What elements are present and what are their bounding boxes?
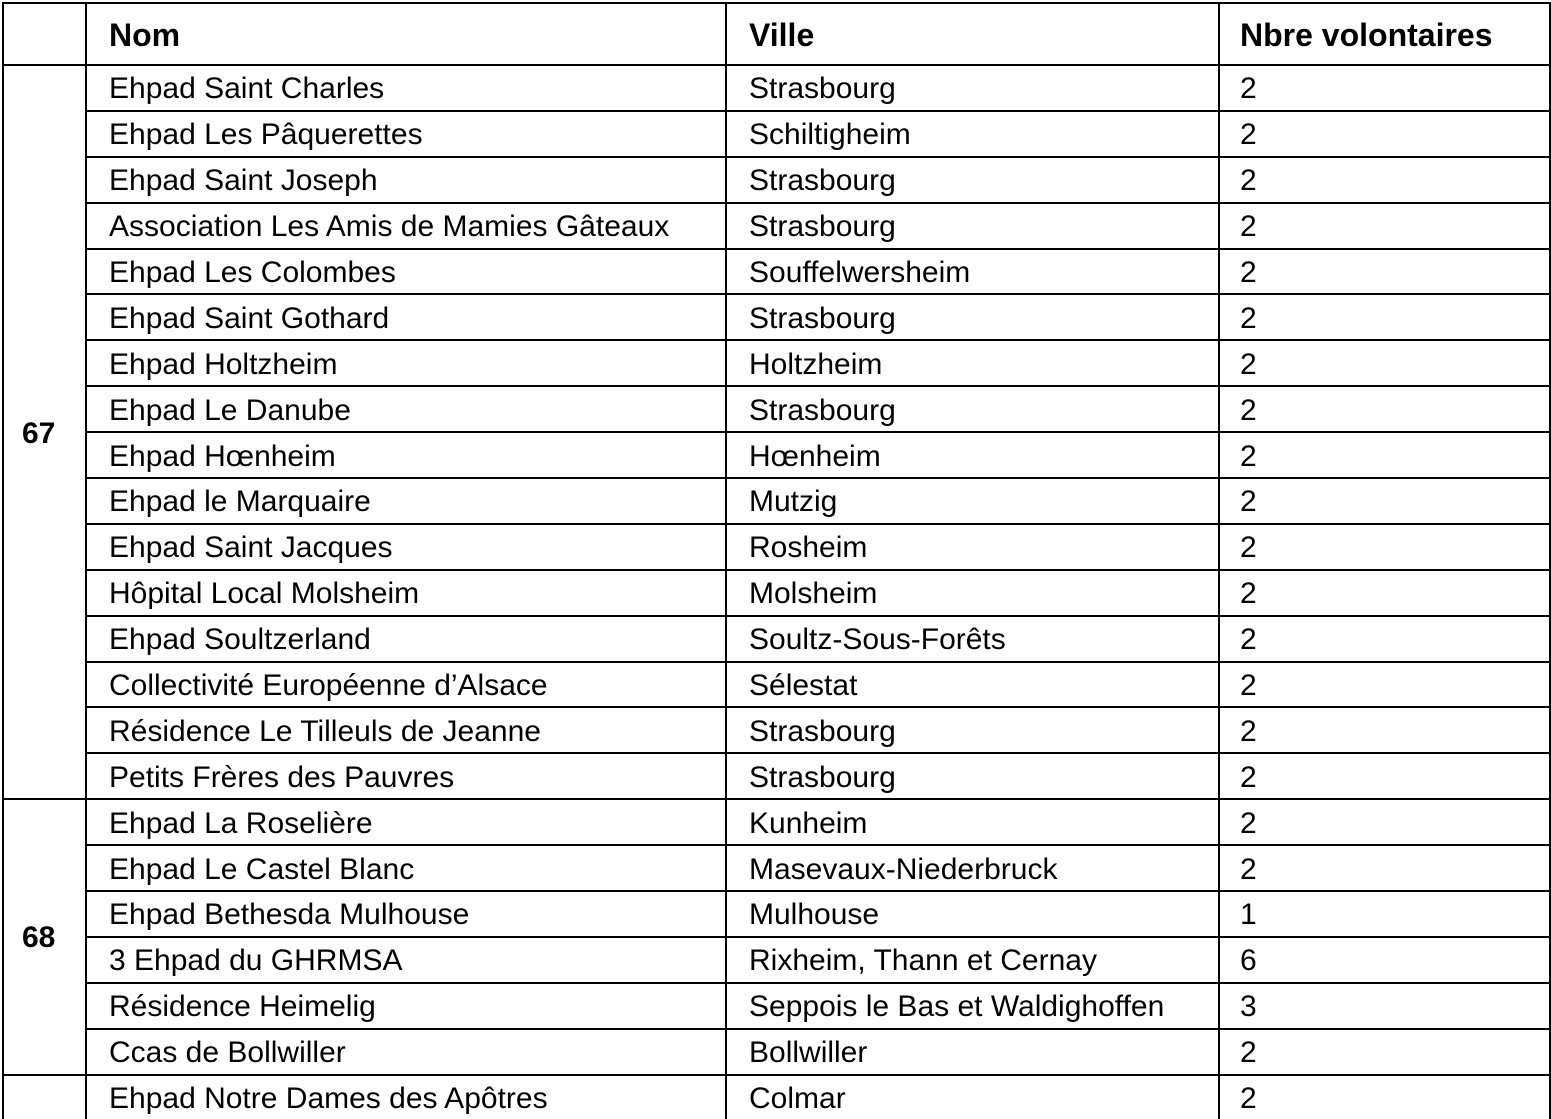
nom-cell: Ehpad Les Colombes [86, 249, 726, 295]
nbre-cell: 2 [1219, 570, 1550, 616]
ville-cell: Kunheim [726, 799, 1219, 845]
nom-cell: 3 Ehpad du GHRMSA [86, 937, 726, 983]
ville-cell: Seppois le Bas et Waldighoffen [726, 983, 1219, 1029]
nom-cell: Ehpad Soultzerland [86, 616, 726, 662]
nbre-cell: 2 [1219, 1075, 1550, 1119]
nom-cell: Collectivité Européenne d’Alsace [86, 662, 726, 708]
ville-cell: Hœnheim [726, 432, 1219, 478]
nom-cell: Ehpad Saint Charles [86, 65, 726, 111]
nbre-cell: 2 [1219, 478, 1550, 524]
table-row [3, 616, 1550, 662]
nbre-cell: 2 [1219, 662, 1550, 708]
volunteers-table [2, 2, 1551, 1119]
nom-cell: Ehpad Le Castel Blanc [86, 845, 726, 891]
ville-cell: Sélestat [726, 662, 1219, 708]
nbre-cell: 2 [1219, 249, 1550, 295]
table-row [3, 707, 1550, 753]
ville-cell: Strasbourg [726, 65, 1219, 111]
nom-cell: Ehpad Notre Dames des Apôtres [86, 1075, 726, 1119]
nbre-cell: 2 [1219, 340, 1550, 386]
ville-cell: Strasbourg [726, 386, 1219, 432]
table-row [3, 937, 1550, 983]
table-row [3, 891, 1550, 937]
table-row [3, 983, 1550, 1029]
ville-cell: Rixheim, Thann et Cernay [726, 937, 1219, 983]
ville-cell: Strasbourg [726, 294, 1219, 340]
table-row [3, 157, 1550, 203]
nbre-cell: 2 [1219, 524, 1550, 570]
table-row [3, 753, 1550, 799]
header-nbre-volontaires: Nbre volontaires [1219, 3, 1550, 65]
header-nom: Nom [86, 3, 726, 65]
nbre-cell: 2 [1219, 845, 1550, 891]
ville-cell: Mulhouse [726, 891, 1219, 937]
ville-cell: Strasbourg [726, 753, 1219, 799]
nbre-cell: 2 [1219, 753, 1550, 799]
ville-cell: Strasbourg [726, 157, 1219, 203]
ville-cell: Strasbourg [726, 203, 1219, 249]
header-dept [3, 3, 86, 65]
nom-cell: Ehpad Saint Joseph [86, 157, 726, 203]
ville-cell: Bollwiller [726, 1029, 1219, 1075]
table-row [3, 524, 1550, 570]
ville-cell: Molsheim [726, 570, 1219, 616]
nbre-cell: 2 [1219, 1029, 1550, 1075]
nbre-cell: 1 [1219, 891, 1550, 937]
nom-cell: Ehpad Hœnheim [86, 432, 726, 478]
nbre-cell: 2 [1219, 707, 1550, 753]
ville-cell: Schiltigheim [726, 111, 1219, 157]
ville-cell: Soultz-Sous-Forêts [726, 616, 1219, 662]
nom-cell: Ehpad Saint Gothard [86, 294, 726, 340]
nbre-cell: 6 [1219, 937, 1550, 983]
nbre-cell: 2 [1219, 111, 1550, 157]
nom-cell: Résidence Le Tilleuls de Jeanne [86, 707, 726, 753]
nom-cell: Ehpad Bethesda Mulhouse [86, 891, 726, 937]
nom-cell: Ehpad le Marquaire [86, 478, 726, 524]
table-row [3, 1029, 1550, 1075]
nbre-cell: 2 [1219, 799, 1550, 845]
nom-cell: Ehpad Le Danube [86, 386, 726, 432]
table-row [3, 432, 1550, 478]
ville-cell: Rosheim [726, 524, 1219, 570]
nom-cell: Ehpad Holtzheim [86, 340, 726, 386]
ville-cell: Holtzheim [726, 340, 1219, 386]
nom-cell: Petits Frères des Pauvres [86, 753, 726, 799]
dept-cell: 68 [3, 799, 86, 1074]
table-row [3, 845, 1550, 891]
table-row [3, 662, 1550, 708]
nbre-cell: 2 [1219, 386, 1550, 432]
nom-cell: Hôpital Local Molsheim [86, 570, 726, 616]
table-row [3, 386, 1550, 432]
nom-cell: Ehpad Les Pâquerettes [86, 111, 726, 157]
table-row [3, 65, 1550, 111]
dept-cell: 67 [3, 65, 86, 799]
table-row [3, 1075, 1550, 1119]
table-row [3, 340, 1550, 386]
table-body [3, 65, 1550, 1119]
table-row [3, 203, 1550, 249]
table-row [3, 570, 1550, 616]
nom-cell: Ehpad La Roselière [86, 799, 726, 845]
ville-cell: Masevaux-Niederbruck [726, 845, 1219, 891]
nbre-cell: 2 [1219, 616, 1550, 662]
nbre-cell: 2 [1219, 65, 1550, 111]
nbre-cell: 2 [1219, 294, 1550, 340]
header-ville: Ville [726, 3, 1219, 65]
ville-cell: Mutzig [726, 478, 1219, 524]
nom-cell: Ehpad Saint Jacques [86, 524, 726, 570]
table-row [3, 111, 1550, 157]
nbre-cell: 2 [1219, 157, 1550, 203]
ville-cell: Strasbourg [726, 707, 1219, 753]
nbre-cell: 2 [1219, 432, 1550, 478]
dept-cell [3, 1075, 86, 1119]
nbre-cell: 2 [1219, 203, 1550, 249]
table-row [3, 249, 1550, 295]
nbre-cell: 3 [1219, 983, 1550, 1029]
nom-cell: Résidence Heimelig [86, 983, 726, 1029]
table-row [3, 294, 1550, 340]
ville-cell: Colmar [726, 1075, 1219, 1119]
ville-cell: Souffelwersheim [726, 249, 1219, 295]
table-row [3, 478, 1550, 524]
nom-cell: Ccas de Bollwiller [86, 1029, 726, 1075]
nom-cell: Association Les Amis de Mamies Gâteaux [86, 203, 726, 249]
table-row [3, 799, 1550, 845]
header-row [3, 3, 1550, 65]
